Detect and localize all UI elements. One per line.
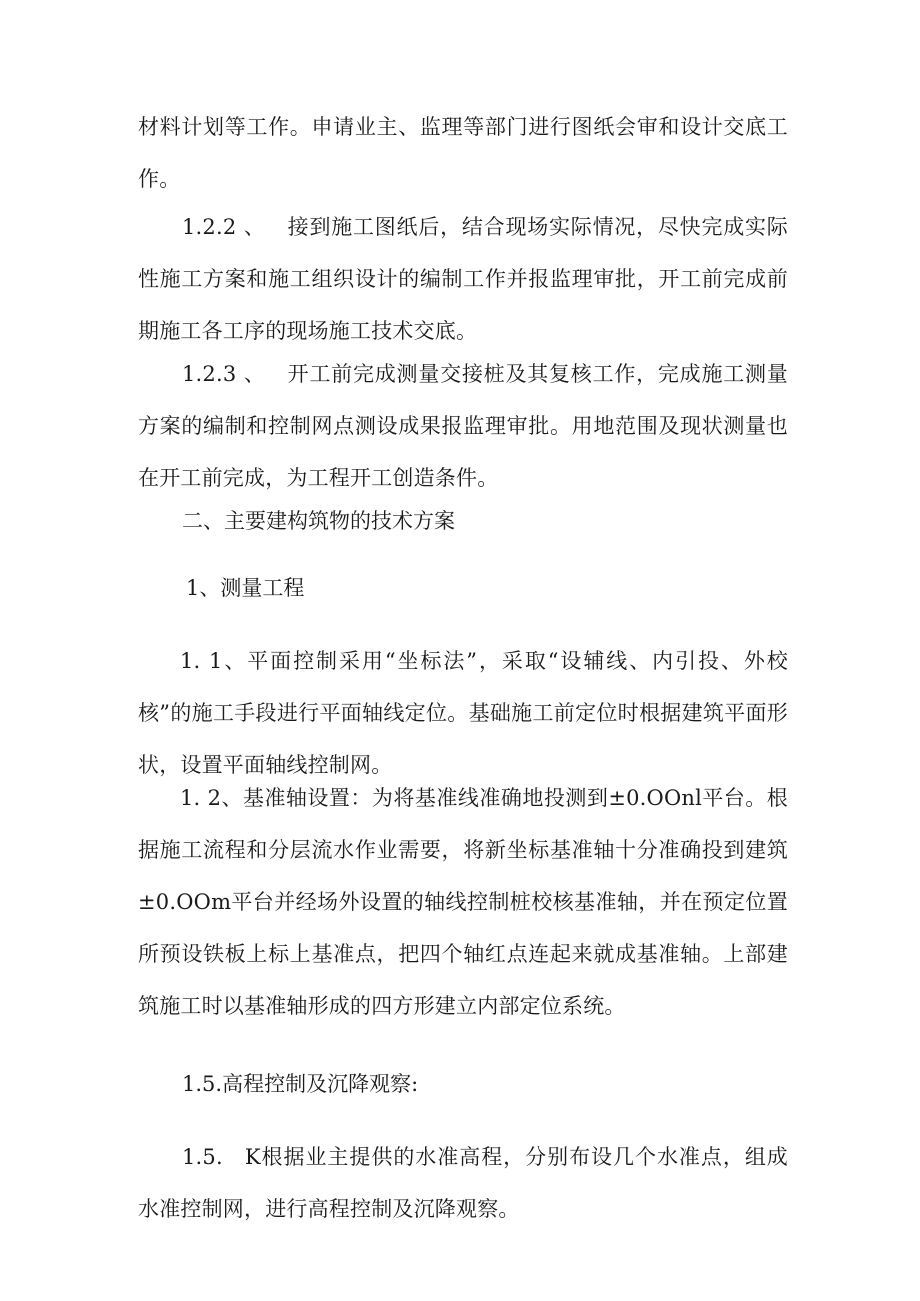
paragraph-1-2: 1. 2、基准轴设置：为将基准线准确地投测到±0.OOnl平台。根据施工流程和分层流水作业需要，将新坐标基准轴十分准确投到建筑±0.OOm平台并经场外设置的轴线控制桩校核基准轴，并在预定位置所预设铁板上标上基准点，把四个轴红点连起来就成基准轴。上部建筑施工时以基准轴形成的四方形建立内部定位系统。: [138, 786, 788, 1018]
paragraph-1-2-2-text: 接到施工图纸后，结合现场实际情况，尽快完成实际性施工方案和施工组织设计的编制工作并报监理审批，开工前完成前期施工各工序的现场施工技术交底。: [138, 215, 788, 343]
paragraph-1-1: 1. 1、平面控制采用“坐标法”，采取“设辅线、内引投、外校核”的施工手段进行平面轴线定位。基础施工前定位时根据建筑平面形状，设置平面轴线控制网。: [138, 649, 788, 777]
paragraph-1-2-3: [138, 348, 788, 504]
section-number-1-2-3: 1.2.3 、: [182, 362, 266, 386]
paragraph-1-5-text: K根据业主提供的水准高程，分别布设几个水准点，组成水准控制网，进行高程控制及沉降观察。: [138, 1145, 788, 1221]
heading-elevation-control: 1.5.高程控制及沉降观察:: [182, 1072, 419, 1096]
heading-survey-engineering: 1、测量工程: [186, 576, 305, 600]
paragraph-1-2-3-text: 开工前完成测量交接桩及其复核工作，完成施工测量方案的编制和控制网点测设成果报监理审批。用地范围及现状测量也在开工前完成，为工程开工创造条件。: [138, 362, 788, 490]
paragraph-1-2-2: [138, 201, 788, 357]
heading-main-structures: 二、主要建构筑物的技术方案: [182, 509, 455, 533]
section-number-1-2-2: 1.2.2 、: [182, 215, 266, 239]
paragraph-intro: 材料计划等工作。申请业主、监理等部门进行图纸会审和设计交底工作。: [138, 115, 788, 191]
paragraph-1-5: [138, 1131, 788, 1235]
section-number-1-5: 1.5.: [182, 1145, 223, 1169]
